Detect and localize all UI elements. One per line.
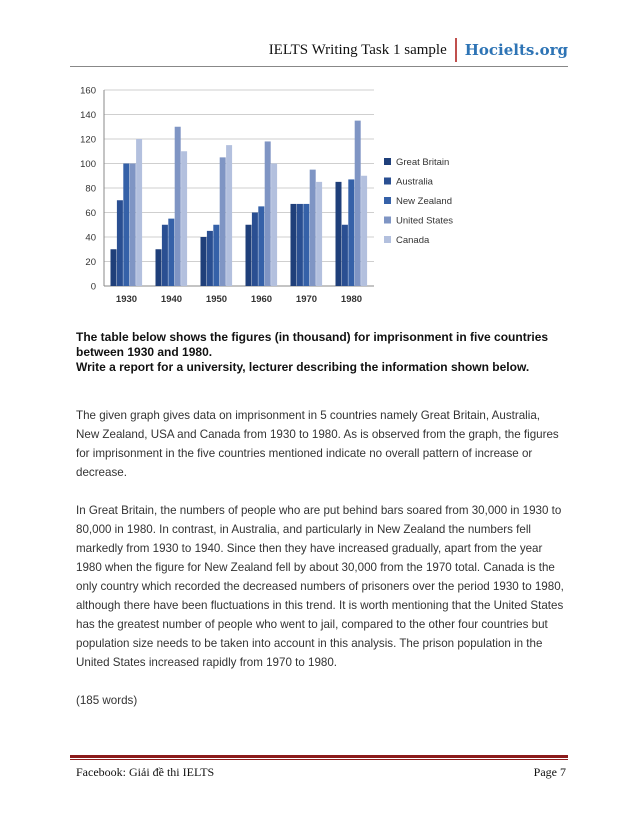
y-tick-label: 60 bbox=[85, 208, 96, 219]
task-prompt bbox=[76, 330, 566, 375]
bar bbox=[226, 145, 232, 286]
y-tick-label: 100 bbox=[80, 159, 96, 170]
bar bbox=[348, 179, 354, 286]
legend-swatch bbox=[384, 178, 391, 185]
y-tick-label: 20 bbox=[85, 257, 96, 268]
legend-swatch bbox=[384, 158, 391, 165]
legend-label: New Zealand bbox=[396, 196, 452, 207]
legend-label: Great Britain bbox=[396, 157, 450, 168]
imprisonment-bar-chart bbox=[72, 78, 502, 314]
legend-swatch bbox=[384, 236, 391, 243]
task-line-1: The table below shows the figures (in thousand) for imprisonment in five countries between 1930 and 1980. bbox=[76, 330, 549, 359]
y-tick-label: 40 bbox=[85, 232, 96, 244]
bar bbox=[316, 182, 322, 286]
x-tick-label: 1980 bbox=[340, 294, 363, 305]
x-tick-label: 1970 bbox=[295, 294, 318, 305]
header-brand: Hocielts.org bbox=[464, 41, 568, 59]
x-tick-label: 1940 bbox=[160, 294, 183, 305]
bar bbox=[310, 170, 316, 286]
essay-paragraph-2: In Great Britain, the numbers of people who are put behind bars soared from 30,000 in 1930 to 80,000 in 1980. In contrast, in Australia, and particularly in New Zealand the numbers fell markedly from 1930 to 1940. Since then they have increased gradually, apart from the year 1980 when the figure for New Zealand fell by about 30,000 from the 1970 total. Canada is the only country which recorded the decreased numbers of prisoners over the period 1930 to 1980, although there have been fluctuations in this trend. It is worth mentioning that the United States has the greatest number of people who went to jail, compared to the other four countries but population size needs to be taken into account in this analysis. The prison population in the United States increased rapidly from 1970 to 1980. bbox=[76, 504, 564, 669]
header-title: IELTS Writing Task 1 sample bbox=[269, 38, 457, 62]
bar bbox=[258, 206, 264, 286]
bar bbox=[162, 225, 168, 286]
footer-facebook: Facebook: Giải đề thi IELTS bbox=[76, 765, 215, 779]
bar bbox=[136, 139, 142, 286]
essay-body bbox=[76, 406, 566, 729]
bar bbox=[252, 213, 258, 287]
legend-label: Canada bbox=[396, 235, 430, 246]
bar bbox=[130, 164, 136, 287]
bar bbox=[291, 204, 297, 286]
bar bbox=[123, 164, 129, 287]
bar bbox=[303, 204, 309, 286]
bar bbox=[271, 164, 277, 287]
y-tick-label: 160 bbox=[80, 85, 96, 97]
x-tick-label: 1960 bbox=[250, 294, 273, 305]
page-header bbox=[269, 36, 568, 64]
bar bbox=[207, 231, 213, 286]
footer-divider-thick bbox=[70, 755, 568, 758]
legend-label: Australia bbox=[396, 176, 433, 188]
x-tick-label: 1950 bbox=[205, 294, 228, 305]
bar bbox=[201, 237, 207, 286]
bar bbox=[168, 219, 174, 286]
bar bbox=[117, 200, 123, 286]
x-tick-label: 1930 bbox=[115, 294, 138, 305]
bar bbox=[220, 157, 226, 286]
bar bbox=[181, 151, 187, 286]
y-tick-label: 140 bbox=[80, 110, 96, 121]
bar bbox=[265, 141, 271, 286]
word-count: (185 words) bbox=[76, 694, 138, 707]
bar bbox=[175, 127, 181, 286]
bar bbox=[156, 249, 162, 286]
essay-paragraph-1: The given graph gives data on imprisonment in 5 countries namely Great Britain, Australia, New Zealand, USA and Canada from 1930 to 1980. As is observed from the graph, the figures for imprisonment in the five countries mentioned indicate no overall pattern of increase or decrease. bbox=[76, 409, 559, 479]
bar bbox=[246, 225, 252, 286]
y-tick-label: 120 bbox=[80, 134, 96, 146]
y-tick-label: 80 bbox=[85, 183, 96, 195]
bar bbox=[342, 225, 348, 286]
header-divider bbox=[70, 66, 568, 67]
bar bbox=[361, 176, 367, 286]
bar bbox=[297, 204, 303, 286]
bar bbox=[213, 225, 219, 286]
y-tick-label: 0 bbox=[90, 281, 96, 293]
task-line-2: Write a report for a university, lecturer describing the information shown below. bbox=[76, 360, 530, 374]
footer-page-number: Page 7 bbox=[533, 765, 566, 779]
legend-swatch bbox=[384, 197, 391, 204]
legend-label: United States bbox=[396, 215, 454, 227]
bar bbox=[355, 121, 361, 286]
bar bbox=[111, 249, 117, 286]
footer-divider-thin bbox=[70, 759, 568, 760]
legend-swatch bbox=[384, 217, 391, 224]
bar bbox=[336, 182, 342, 286]
